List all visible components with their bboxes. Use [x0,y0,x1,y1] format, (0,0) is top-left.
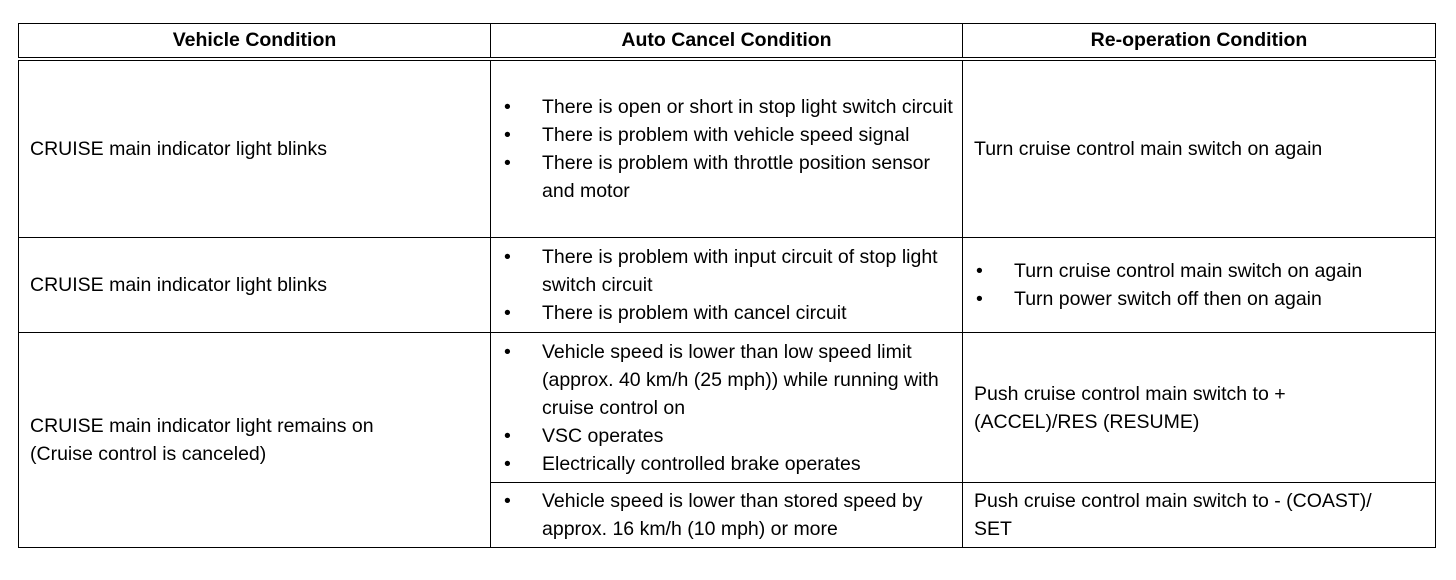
auto-cancel-item: • There is problem with throttle position sensor and motor [502,149,956,205]
re-operation-text: Turn cruise control main switch on again [974,138,1323,160]
re-operation-cell [963,483,1436,548]
auto-cancel-item: • There is problem with input circuit of stop light switch circuit [502,243,956,299]
header-auto-cancel-condition: Auto Cancel Condition [491,24,963,60]
auto-cancel-item: • There is problem with vehicle speed signal [502,121,956,149]
table-row [19,333,1436,483]
re-operation-cell [963,333,1436,483]
table-row [19,59,1436,238]
auto-cancel-cell [491,483,963,548]
re-operation-item: • Turn cruise control main switch on again [974,257,1429,285]
vehicle-condition-text: CRUISE main indicator light blinks [30,274,327,296]
auto-cancel-item: • Vehicle speed is lower than low speed limit (approx. 40 km/h (25 mph)) while running with cruise control on [502,338,956,422]
re-operation-text: Push cruise control main switch to - (COAST)/ [974,490,1372,512]
vehicle-condition-cell [19,238,491,333]
auto-cancel-item: • There is problem with cancel circuit [502,299,956,327]
auto-cancel-item: • Vehicle speed is lower than stored speed by approx. 16 km/h (10 mph) or more [502,487,956,543]
re-operation-text: SET [974,518,1012,540]
condition-table [18,23,1436,548]
auto-cancel-list [502,243,956,327]
auto-cancel-cell [491,59,963,238]
auto-cancel-list [502,93,956,205]
auto-cancel-item: • There is open or short in stop light switch circuit [502,93,956,121]
vehicle-condition-cell [19,59,491,238]
vehicle-condition-text: CRUISE main indicator light blinks [30,138,327,160]
auto-cancel-cell [491,333,963,483]
re-operation-list [974,257,1429,313]
header-re-operation-condition: Re-operation Condition [963,24,1436,60]
re-operation-text: (ACCEL)/RES (RESUME) [974,410,1200,433]
table-row [19,238,1436,333]
auto-cancel-cell [491,238,963,333]
table-header-row [19,24,1436,60]
header-vehicle-condition: Vehicle Condition [19,24,491,60]
auto-cancel-item: • VSC operates [502,422,956,450]
auto-cancel-list [502,338,956,478]
vehicle-condition-note: (Cruise control is canceled) [30,443,267,465]
re-operation-cell [963,238,1436,333]
re-operation-text: Push cruise control main switch to + [974,382,1286,405]
vehicle-condition-text: CRUISE main indicator light remains on [30,415,374,437]
re-operation-cell [963,59,1436,238]
auto-cancel-list [502,487,956,543]
auto-cancel-item: • Electrically controlled brake operates [502,450,956,478]
vehicle-condition-cell [19,333,491,548]
re-operation-item: • Turn power switch off then on again [974,285,1429,313]
